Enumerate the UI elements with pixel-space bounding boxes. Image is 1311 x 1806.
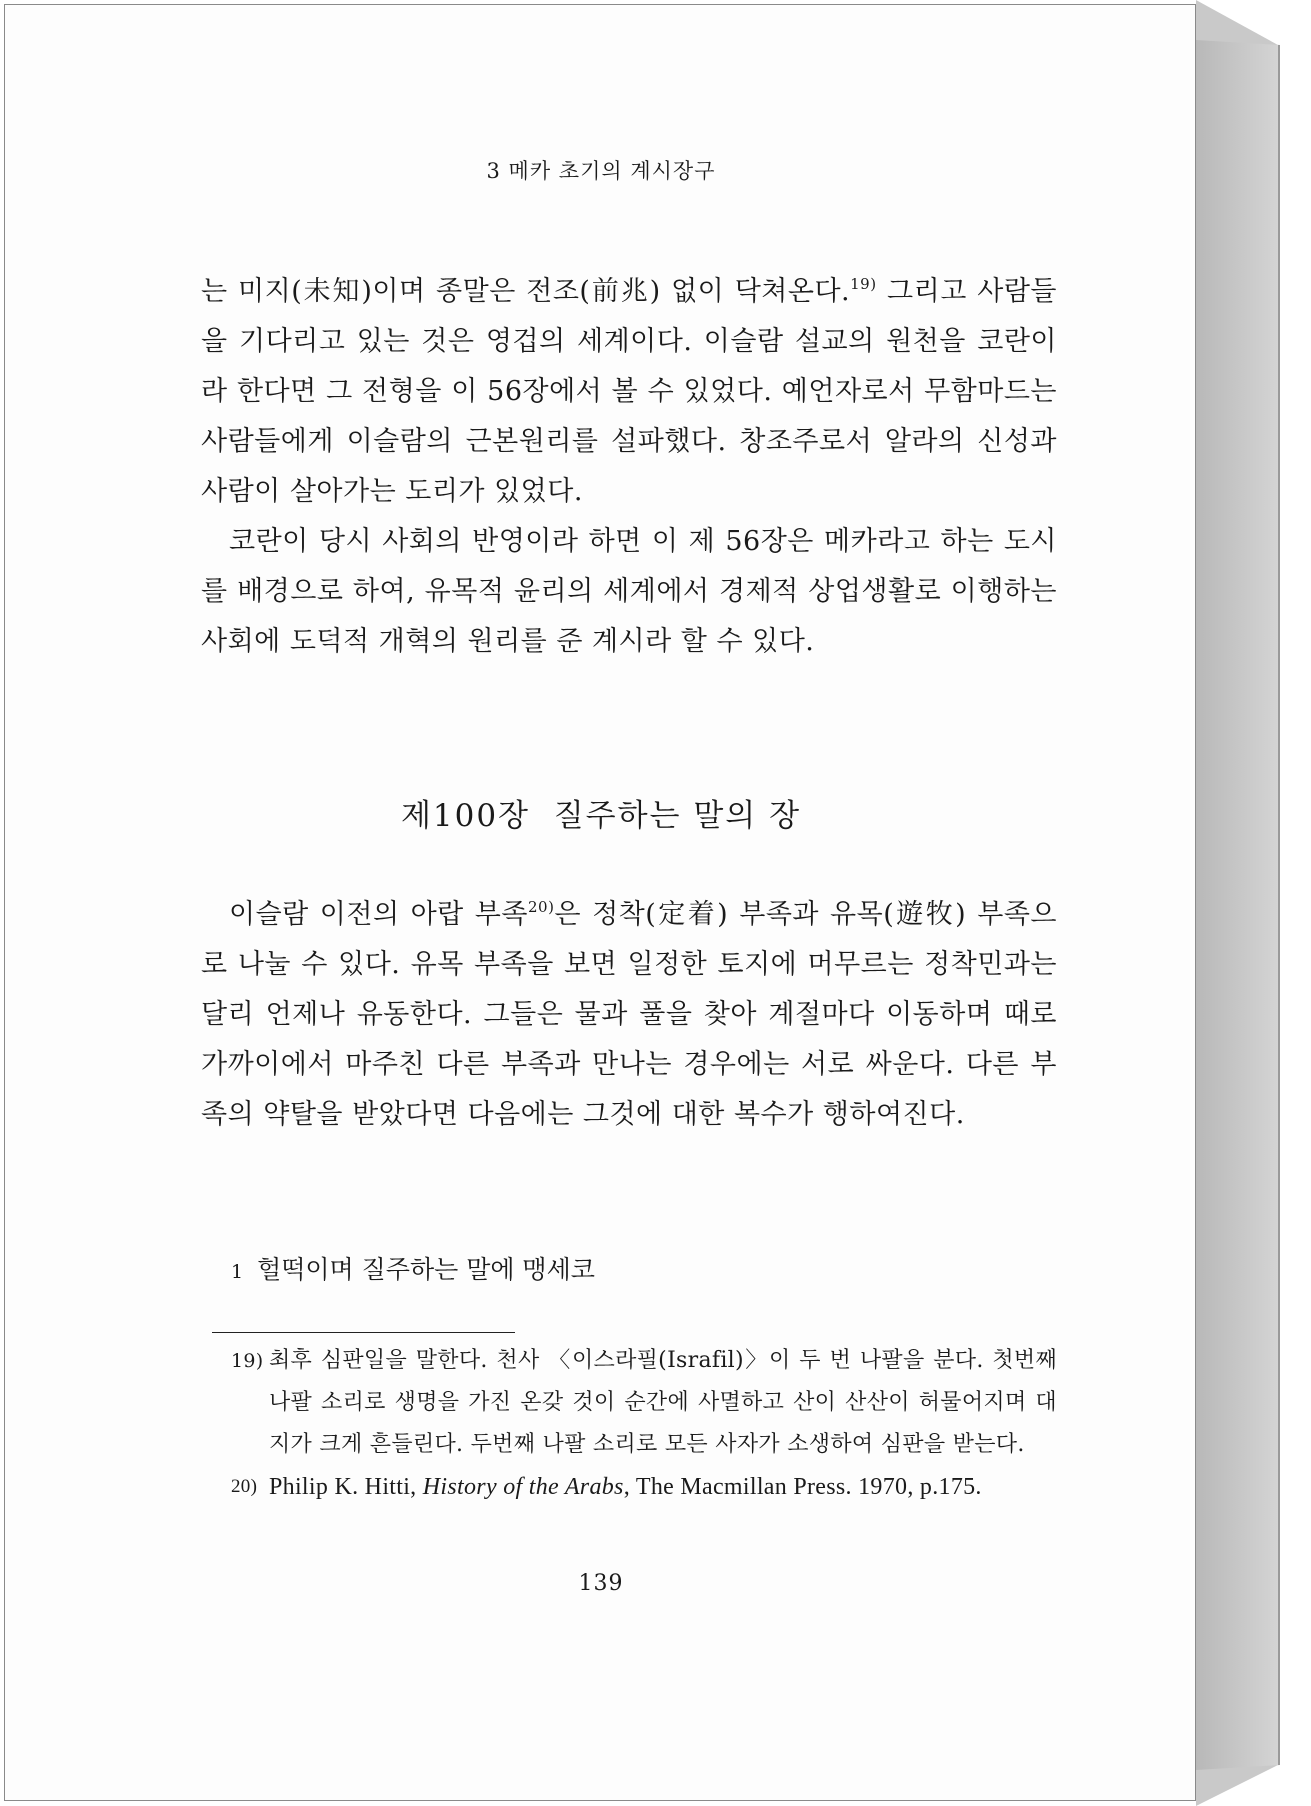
footnote-label: 19) bbox=[231, 1350, 264, 1372]
verse-line bbox=[231, 1250, 595, 1286]
footnote-text: 최후 심판일을 말한다. 천사 〈이스라필(Israfil)〉이 두 번 나팔을 분다. 첫번째 나팔 소리로 생명을 가진 온갖 것이 순간에 사멸하고 산이 산산이 허물어지며 대지가 크게 흔들린다. 두번째 나팔 소리로 모든 사자가 소생하여 심판을 받는다. bbox=[269, 1348, 1057, 1457]
verse-number: 1 bbox=[231, 1261, 244, 1283]
body-text-section bbox=[201, 890, 1057, 1140]
footnote-19 bbox=[231, 1340, 1057, 1466]
footnote-20 bbox=[231, 1466, 1057, 1508]
footnotes bbox=[231, 1340, 1057, 1508]
book-side-edge bbox=[1196, 40, 1280, 1770]
footnote-author: Philip K. Hitti, bbox=[269, 1474, 423, 1500]
footnote-divider bbox=[212, 1332, 515, 1333]
paragraph: 이슬람 이전의 아랍 부족$^{20)}$은 정착(定着) 부족과 유목(遊牧) 부족으로 나눌 수 있다. 유목 부족을 보면 일정한 토지에 머무르는 정착민과는 달리 언제나 유동한다. 그들은 물과 풀을 찾아 계절마다 이동하며 때로 가까이에서 마주친 다른 부족과 만나는 경우에는 서로 싸운다. 다른 부족의 약탈을 받았다면 다음에는 그것에 대한 복수가 행하여진다. bbox=[201, 898, 1057, 1130]
paragraph: 코란이 당시 사회의 반영이라 하면 이 제 56장은 메카라고 하는 도시를 배경으로 하여, 유목적 윤리의 세계에서 경제적 상업생활로 이행하는 사회에 도덕적 개혁의 원리를 준 계시라 할 수 있다. bbox=[201, 526, 1057, 657]
book-page bbox=[4, 4, 1196, 1801]
footnote-label: 20) bbox=[231, 1476, 258, 1497]
footnote-publisher: , The Macmillan Press. 1970, p.175. bbox=[623, 1474, 982, 1500]
section-title: 제100장 질주하는 말의 장 bbox=[400, 798, 802, 834]
running-head: 3 메카 초기의 계시장구 bbox=[486, 159, 716, 183]
footnote-book-title: History of the Arabs bbox=[422, 1474, 624, 1500]
footnote-ref[interactable]: 20) bbox=[527, 898, 555, 916]
verse-text: 헐떡이며 질주하는 말에 맹세코 bbox=[257, 1255, 595, 1284]
paragraph: 는 미지(未知)이며 종말은 전조(前兆) 없이 닥쳐온다.$^{19)}$ 그리고 사람들을 기다리고 있는 것은 영겁의 세계이다. 이슬람 설교의 원천을 코란이라 한다면 그 전형을 이 56장에서 볼 수 있었다. 예언자로서 무함마드는 사람들에게 이슬람의 근본원리를 설파했다. 창조주로서 알라의 신성과 사람이 살아가는 도리가 있었다. bbox=[201, 275, 1057, 507]
body-text-top bbox=[201, 267, 1057, 667]
footnote-ref[interactable]: 19) bbox=[850, 275, 877, 293]
page-number: 139 bbox=[578, 1571, 624, 1596]
